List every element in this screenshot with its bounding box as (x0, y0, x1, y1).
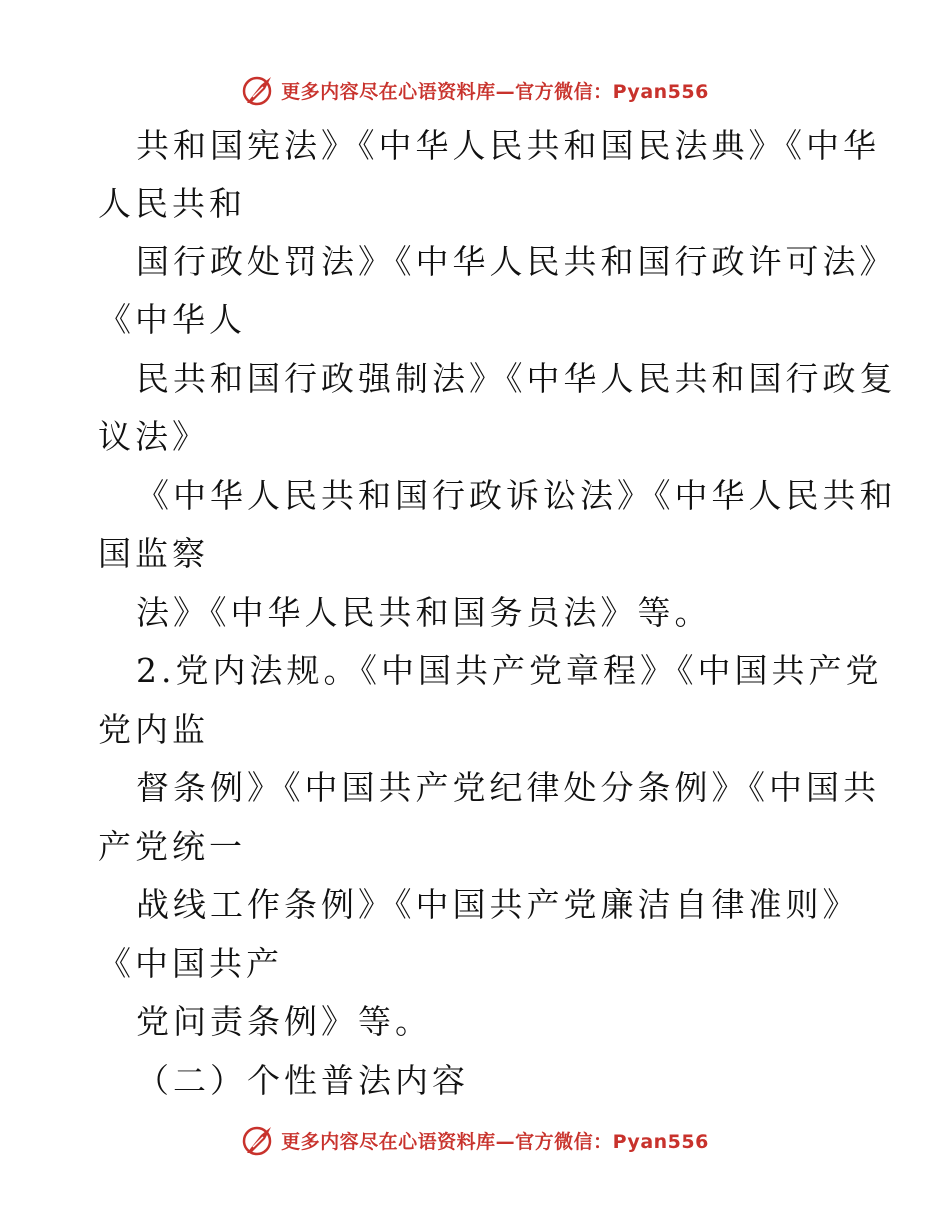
text-line: 产党统一 (98, 827, 246, 866)
text-line: 《中华人 (98, 300, 246, 339)
text-line: 党内监 (98, 710, 209, 749)
text-line: 国行政处罚法》《中华人民共和国行政许可法》 (136, 242, 897, 281)
text-line: 议法》 (98, 417, 209, 456)
quill-pen-logo-icon (241, 73, 275, 107)
text-line: 共和国宪法》《中华人民共和国民法典》《中华 (136, 126, 880, 165)
text-line: 国监察 (98, 534, 209, 573)
text-line: 2.党内法规。《中国共产党章程》《中国共产党 (136, 651, 883, 690)
quill-pen-logo-icon (241, 1123, 275, 1157)
text-line: 战线工作条例》《中国共产党廉洁自律准则》 (136, 885, 860, 924)
text-line: 《中华人民共和国行政诉讼法》《中华人民共和 (136, 476, 897, 515)
text-line: 法》《中华人民共和国务员法》等。 (136, 593, 712, 632)
watermark-text: 更多内容尽在心语资料库—官方微信：Pyan556 (281, 80, 709, 103)
footer-watermark (0, 1120, 950, 1160)
text-line: 督条例》《中国共产党纪律处分条例》《中国共 (136, 768, 880, 807)
section-heading: （二）个性普法内容 (136, 1061, 469, 1100)
text-line: 《中国共产 (98, 944, 283, 983)
header-watermark (0, 70, 950, 110)
text-line: 党问责条例》等。 (136, 1002, 432, 1041)
watermark-text: 更多内容尽在心语资料库—官方微信：Pyan556 (281, 1130, 709, 1153)
text-line: 民共和国行政强制法》《中华人民共和国行政复 (136, 359, 897, 398)
text-line: 人民共和 (98, 184, 246, 223)
